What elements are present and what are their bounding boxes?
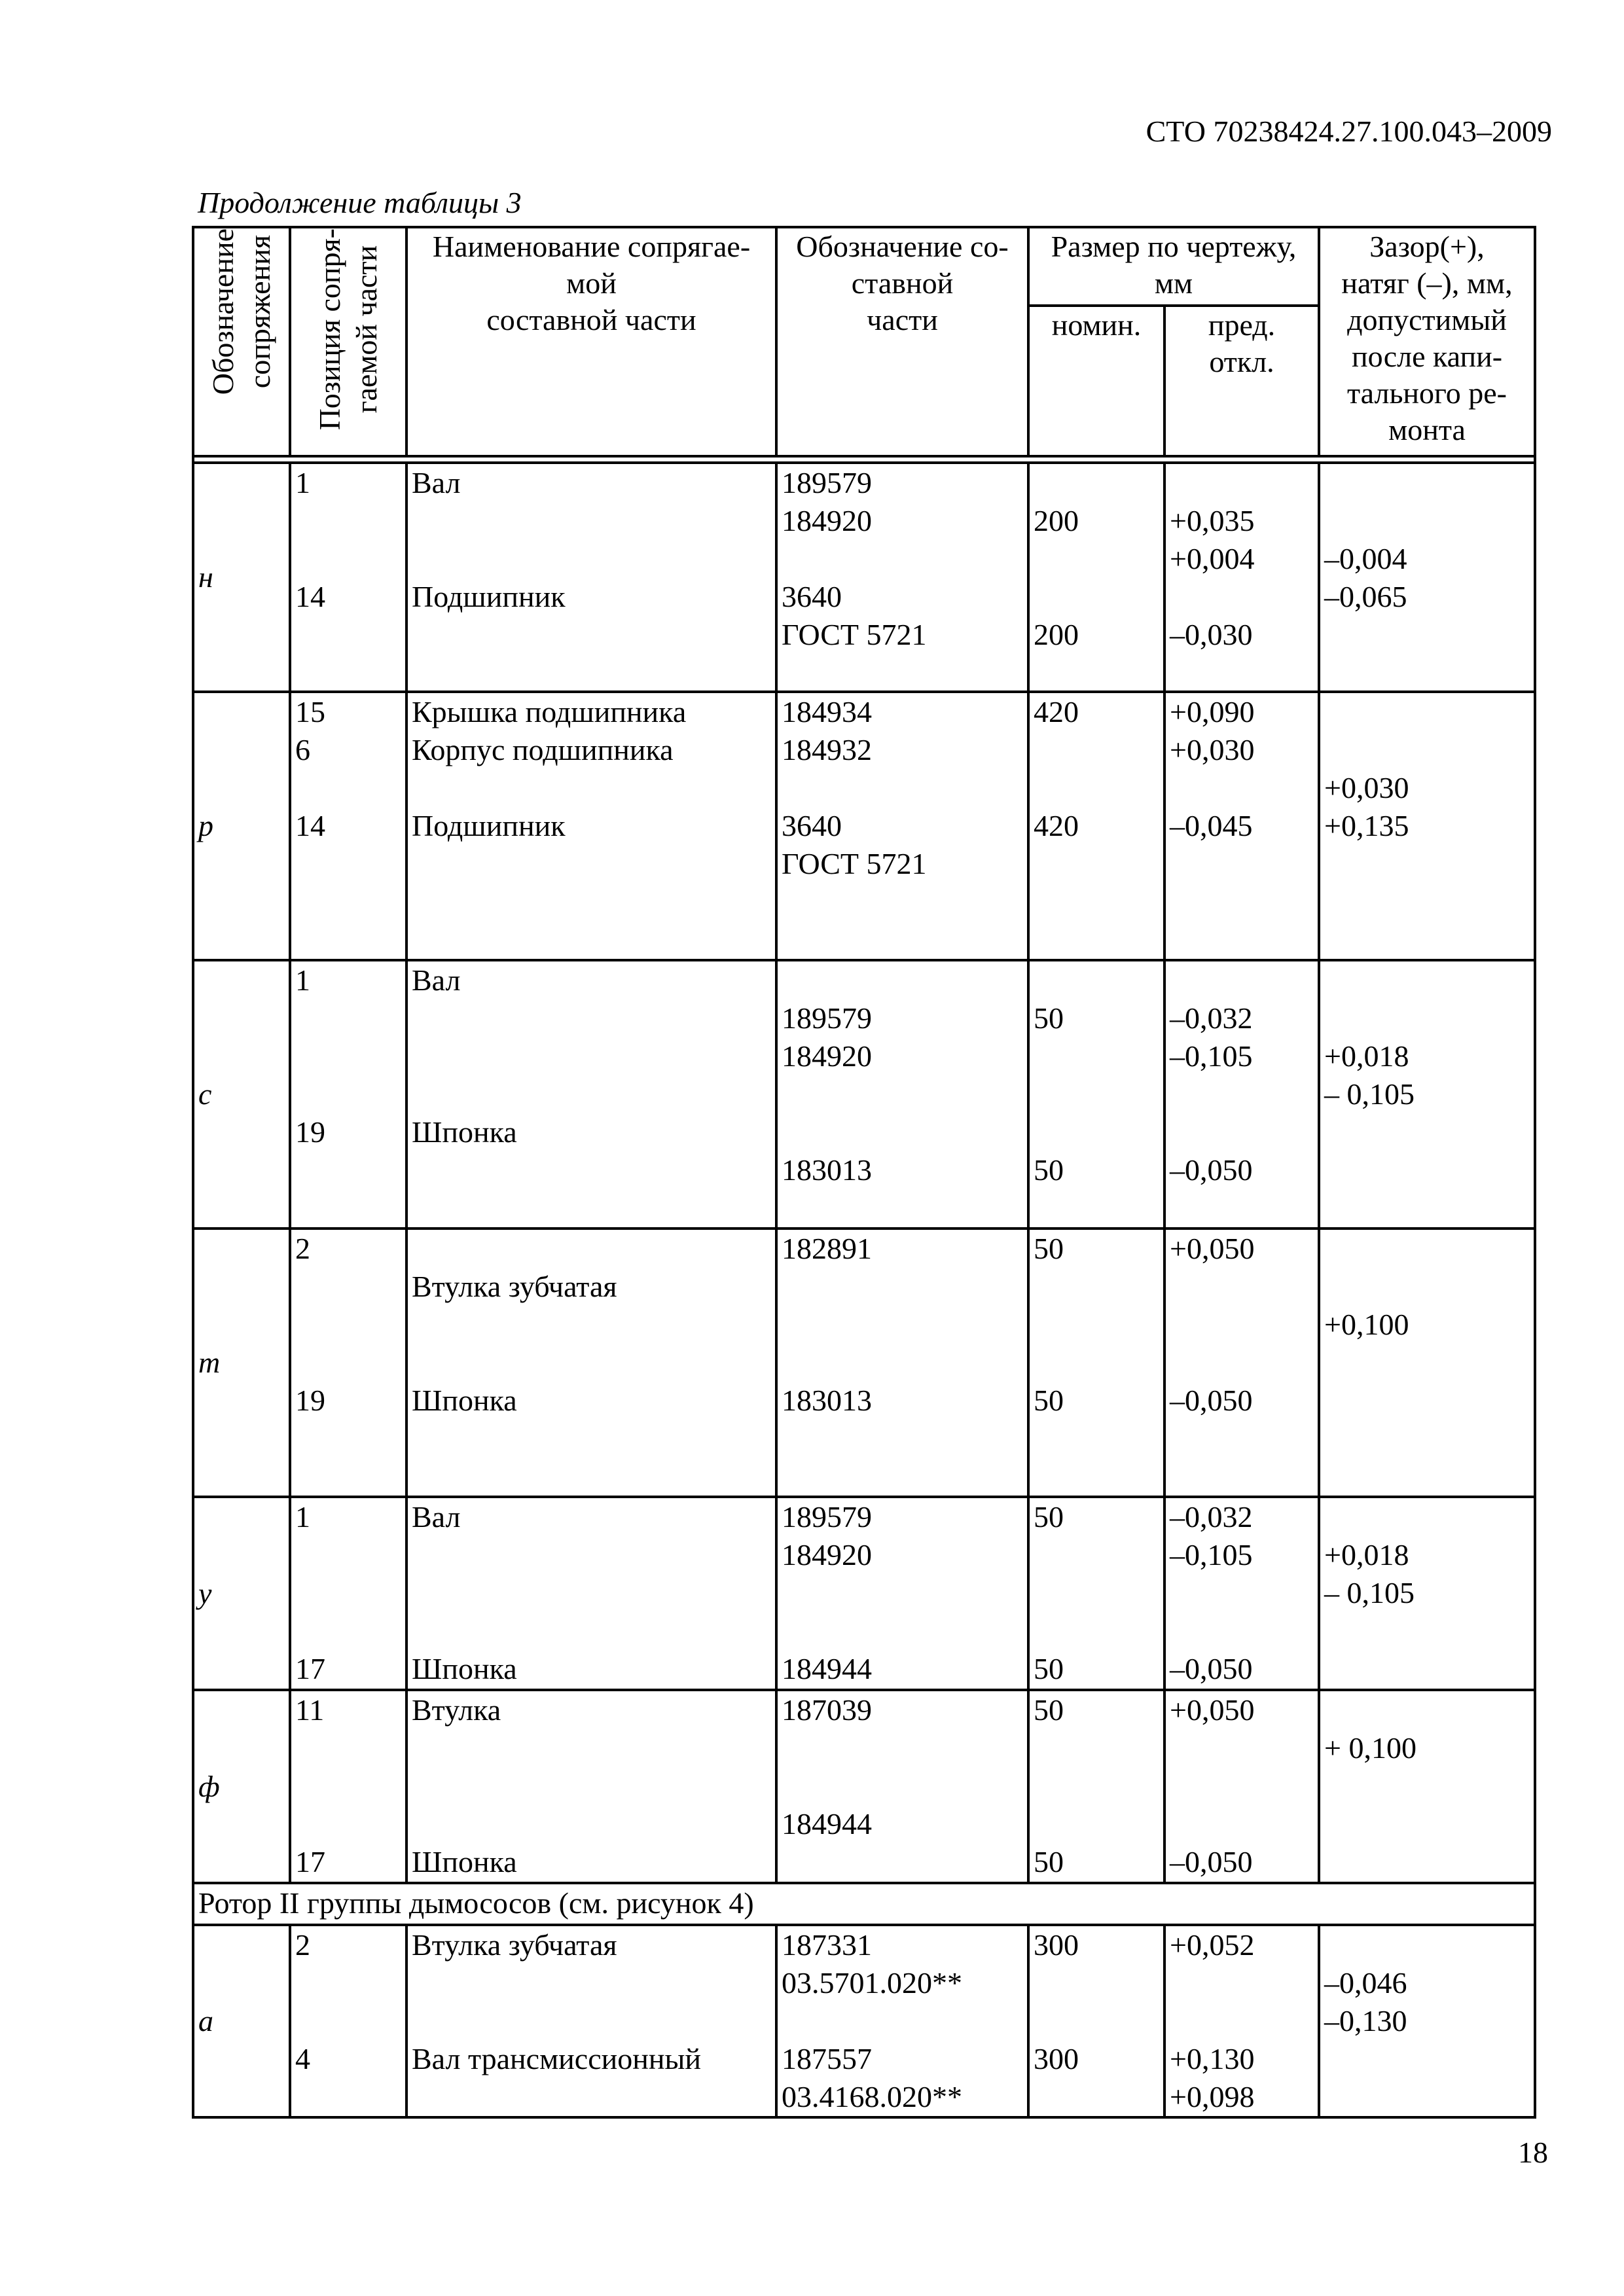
name-cell: Втулка зубчатая Вал трансмиссионный [406, 1925, 776, 2117]
header-separator-cell [193, 456, 1535, 463]
position-cell: 11 17 [290, 1690, 406, 1883]
header-mark: Обозначение сопряжения [193, 227, 290, 456]
mate-mark: а [193, 1925, 290, 2117]
position-cell: 1 19 [290, 960, 406, 1229]
group-title: Ротор II группы дымососов (см. рисунок 4) [193, 1883, 1535, 1925]
nominal-cell: 300 300 [1028, 1925, 1164, 2117]
position-cell: 1 17 [290, 1497, 406, 1690]
deviation-cell: –0,032 –0,105 –0,050 [1164, 960, 1319, 1229]
name-cell: Вал Шпонка [406, 1497, 776, 1690]
table-row [193, 1497, 1535, 1690]
clearance-cell: +0,100 [1319, 1229, 1535, 1497]
position-cell: 15 6 14 [290, 692, 406, 960]
tolerance-table-container [192, 226, 1534, 2113]
header-position: Позиция сопря- гаемой части [290, 227, 406, 456]
nominal-cell: 50 50 [1028, 1690, 1164, 1883]
group-header-row [193, 1883, 1535, 1925]
deviation-cell: +0,035 +0,004 –0,030 [1164, 463, 1319, 692]
header-name: Наименование сопрягае- мой составной части [406, 227, 776, 456]
name-cell: Крышка подшипника Корпус подшипника Подшипник [406, 692, 776, 960]
header-separator [193, 456, 1535, 463]
header-row-1 [193, 227, 1535, 306]
name-cell: Втулка Шпонка [406, 1690, 776, 1883]
nominal-cell: 50 50 [1028, 960, 1164, 1229]
mate-mark: с [193, 960, 290, 1229]
designation-cell: 189579 184920 183013 [776, 960, 1028, 1229]
table-row [193, 1925, 1535, 2117]
name-cell: Вал Шпонка [406, 960, 776, 1229]
nominal-cell: 420 420 [1028, 692, 1164, 960]
position-cell: 1 14 [290, 463, 406, 692]
clearance-cell: –0,004 –0,065 [1319, 463, 1535, 692]
clearance-cell: +0,018 – 0,105 [1319, 960, 1535, 1229]
clearance-cell: + 0,100 [1319, 1690, 1535, 1883]
table-row [193, 463, 1535, 692]
table-row [193, 1229, 1535, 1497]
table-row [193, 692, 1535, 960]
deviation-cell: –0,032 –0,105 –0,050 [1164, 1497, 1319, 1690]
position-cell: 2 19 [290, 1229, 406, 1497]
position-cell: 2 4 [290, 1925, 406, 2117]
table-row [193, 960, 1535, 1229]
name-cell: Втулка зубчатая Шпонка [406, 1229, 776, 1497]
designation-cell: 189579 184920 3640 ГОСТ 5721 [776, 463, 1028, 692]
designation-cell: 182891 183013 [776, 1229, 1028, 1497]
tolerance-table [192, 226, 1536, 2119]
deviation-cell: +0,052 +0,130 +0,098 [1164, 1925, 1319, 2117]
nominal-cell: 50 50 [1028, 1497, 1164, 1690]
name-cell: Вал Подшипник [406, 463, 776, 692]
designation-cell: 184934 184932 3640 ГОСТ 5721 [776, 692, 1028, 960]
header-deviation: пред. откл. [1164, 306, 1319, 456]
mate-mark: т [193, 1229, 290, 1497]
mate-mark: у [193, 1497, 290, 1690]
header-designation: Обозначение со- ставной части [776, 227, 1028, 456]
document-code: СТО 70238424.27.100.043–2009 [1146, 115, 1552, 148]
clearance-cell: +0,030 +0,135 [1319, 692, 1535, 960]
nominal-cell: 50 50 [1028, 1229, 1164, 1497]
mate-mark: ф [193, 1690, 290, 1883]
header-nominal: номин. [1028, 306, 1164, 456]
deviation-cell: +0,090 +0,030 –0,045 [1164, 692, 1319, 960]
nominal-cell: 200 200 [1028, 463, 1164, 692]
designation-cell: 189579 184920 184944 [776, 1497, 1028, 1690]
table-caption: Продолжение таблицы 3 [198, 186, 522, 219]
header-size-group: Размер по чертежу, мм [1028, 227, 1319, 306]
header-clearance: Зазор(+), натяг (–), мм, допустимый после капи- тального ре- монта [1319, 227, 1535, 456]
deviation-cell: +0,050 –0,050 [1164, 1229, 1319, 1497]
clearance-cell: –0,046 –0,130 [1319, 1925, 1535, 2117]
designation-cell: 187331 03.5701.020** 187557 03.4168.020** [776, 1925, 1028, 2117]
clearance-cell: +0,018 – 0,105 [1319, 1497, 1535, 1690]
deviation-cell: +0,050 –0,050 [1164, 1690, 1319, 1883]
designation-cell: 187039 184944 [776, 1690, 1028, 1883]
page-number: 18 [1518, 2136, 1548, 2169]
mate-mark: р [193, 692, 290, 960]
mate-mark: н [193, 463, 290, 692]
table-row [193, 1690, 1535, 1883]
